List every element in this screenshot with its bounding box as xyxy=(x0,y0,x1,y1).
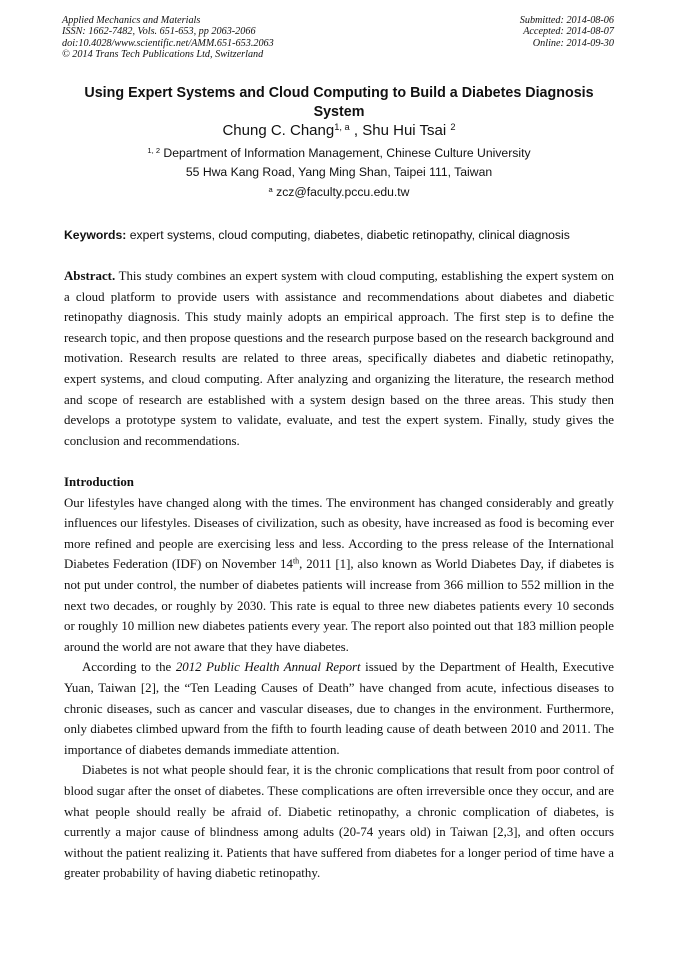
abstract-label: Abstract. xyxy=(64,269,116,283)
affiliation-address: 55 Hwa Kang Road, Yang Ming Shan, Taipei 111, Taiwan xyxy=(185,165,493,179)
keywords-text: expert systems, cloud computing, diabetes, diabetic retinopathy, clinical diagnosis xyxy=(129,228,570,242)
journal-header-right xyxy=(520,15,614,49)
author-1: Chung C. Chang xyxy=(222,122,335,139)
affiliation-mark: 1, 2 xyxy=(147,145,161,155)
issn-line: ISSN: 1662-7482, Vols. 651-653, pp 2063-2066 xyxy=(62,26,256,38)
journal-name: Applied Mechanics and Materials xyxy=(62,15,201,26)
paper-title: Using Expert Systems and Cloud Computing to Build a Diabetes Diagnosis System xyxy=(84,85,594,120)
accepted-date: Accepted: 2014-08-07 xyxy=(523,26,614,38)
submitted-date: Submitted: 2014-08-06 xyxy=(519,15,614,26)
author-1-affiliation-mark: 1, a xyxy=(334,121,350,132)
online-date: Online: 2014-09-30 xyxy=(532,37,614,49)
keywords-line xyxy=(64,228,616,243)
author-2-affiliation-mark: 2 xyxy=(450,121,456,132)
affiliation-department xyxy=(60,146,618,161)
intro-paragraph-3: Diabetes is not what people should fear, it is the chronic complications that result from poor control of blood sugar after the onset of diabetes. These complications are often irreversible once they occur, and are what people should really be afraid of. Diabetic retinopathy, a chronic complication of diabetes, is currently a major cause of blindness among adults (20-74 years old) in Taiwan [2,3], and often occurs without the patient realizing it. Patients that have suffered from diabetes for a longer period of time have a greater probability of having diabetic retinopathy. xyxy=(64,763,614,881)
intro-p1-part-b: , 2011 [1], also known as World Diabetes Day, if diabetes is not put under control, the number of diabetes patients will increase from 366 million to 552 million in the next two decades, or roughly by 2030. This rate is equal to three new diabetes patients every 10 seconds or roughly 10 million new diabetes patients every year. The report also pointed out that 183 million people around the world are not aware that they have diabetes. xyxy=(64,557,615,654)
copyright-line: © 2014 Trans Tech Publications Ltd, Switzerland xyxy=(62,49,264,61)
author-line xyxy=(60,122,618,140)
author-2: Shu Hui Tsai xyxy=(362,122,447,139)
author-separator: , xyxy=(349,122,363,139)
intro-p2-report-title: 2012 Public Health Annual Report xyxy=(175,660,361,675)
doi-line[interactable]: doi:10.4028/www.scientific.net/AMM.651-653.2063 xyxy=(62,37,274,49)
abstract-paragraph xyxy=(64,266,614,451)
keywords-label: Keywords: xyxy=(64,228,127,242)
email-mark: a xyxy=(268,184,273,194)
intro-paragraph-2 xyxy=(64,657,614,760)
department-text: Department of Information Management, Chinese Culture University xyxy=(163,146,531,160)
author-email-line xyxy=(60,185,618,200)
introduction-section xyxy=(64,472,614,884)
intro-p2-part-b: issued by the Department of Health, Executive Yuan, Taiwan [2], the “Ten Leading Causes of Death” have changed from acute, infectious diseases to chronic diseases, such as cancer and vascular diseases, due to changes in the environment. Furthermore, only diabetes climbed upward from the fifth to fourth leading cause of death between 2010 and 2011. The importance of diabetes demands immediate attention. xyxy=(64,660,614,757)
author-email[interactable]: zcz@faculty.pccu.edu.tw xyxy=(276,185,410,199)
intro-p2-part-a: According to the xyxy=(82,660,176,675)
intro-p1-ordinal: th xyxy=(292,556,300,566)
introduction-heading: Introduction xyxy=(64,475,134,489)
intro-p1-part-a: Our lifestyles have changed along with the times. The environment has changed considerably and greatly influences our lifestyles. Diseases of civilization, such as obesity, have increased as food is becoming ever more refined and people are exercising less and less. According to the press release of the International Diabetes Federation (IDF) on November 14 xyxy=(64,495,614,572)
journal-header-left xyxy=(62,15,274,61)
abstract-section xyxy=(64,266,614,451)
intro-paragraph-1 xyxy=(64,493,614,658)
abstract-text: This study combines an expert system with cloud computing, establishing the expert system on a cloud platform to provide users with assistance and recommendations about diabetes and diabetic retinopathy diagnosis. This study mainly adopts an empirical approach. The first step is to define the research topic, and then propose questions and the research purpose based on the research background and motivation. Research results are related to three areas, specifically diabetes and diabetic retinopathy, expert systems, and cloud computing. After analyzing and organizing the literature, the research method and scope of research are established with a system design based on the three areas. This study then develops a prototype system to validate, evaluate, and test the expert system. Finally, study gives the conclusion and recommendations. xyxy=(64,269,614,448)
